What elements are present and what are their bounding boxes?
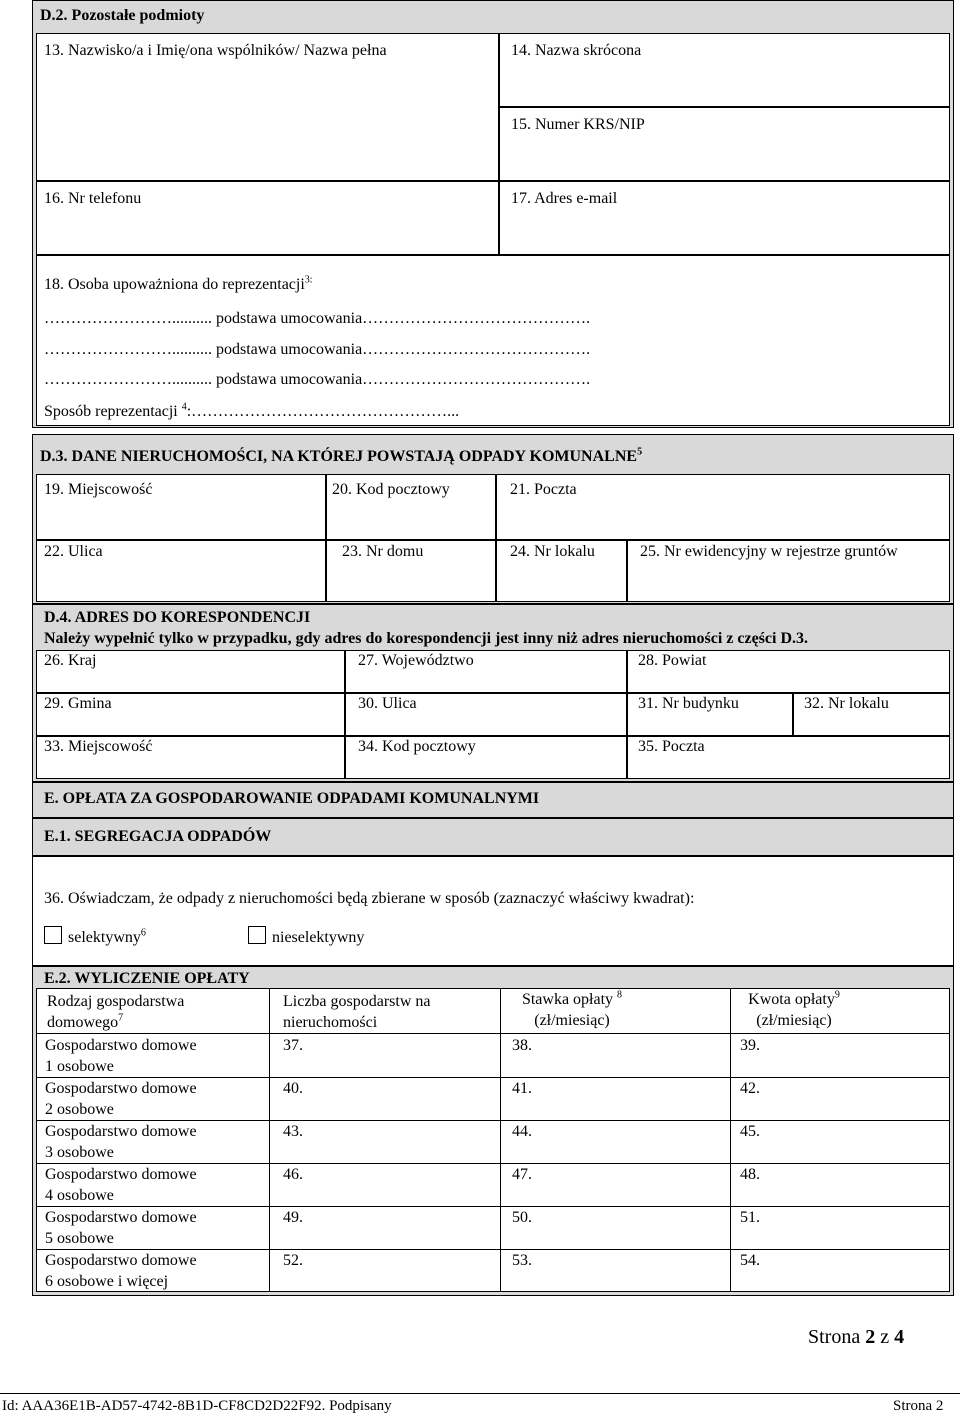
table-row <box>37 1163 949 1206</box>
selective-checkbox[interactable] <box>44 926 62 944</box>
section-e-header: E. OPŁATA ZA GOSPODAROWANIE ODPADAMI KOMUNALNYMI <box>44 790 540 807</box>
field-17-label: 17. Adres e-mail <box>511 190 618 207</box>
row-rate-field[interactable]: 41. <box>512 1080 532 1097</box>
row-rate-field[interactable]: 44. <box>512 1123 532 1140</box>
field-18-label: 18. Osoba upoważniona do reprezentacji$^{3:}$ <box>44 274 313 293</box>
row-count-field[interactable]: 43. <box>283 1123 303 1140</box>
row-rate-field[interactable]: 53. <box>512 1252 532 1269</box>
row-type: Gospodarstwo domowe 1 osobowe <box>45 1037 197 1075</box>
table-row <box>37 1120 949 1163</box>
field-33-label: 33. Miejscowość <box>44 738 153 755</box>
representative-line-2[interactable]: …………………….......... podstawa umocowania……………………………………. <box>44 341 591 358</box>
row-amount-field[interactable]: 48. <box>740 1166 760 1183</box>
representative-line-3[interactable]: …………………….......... podstawa umocowania……………………………………. <box>44 371 591 388</box>
representation-method[interactable]: Sposób reprezentacji $^4$:…………………………………………... <box>44 401 460 420</box>
row-count-field[interactable]: 46. <box>283 1166 303 1183</box>
footer-rule <box>0 1393 960 1394</box>
row-amount-field[interactable]: 42. <box>740 1080 760 1097</box>
field-14-label: 14. Nazwa skrócona <box>511 42 642 59</box>
row-count-field[interactable]: 49. <box>283 1209 303 1226</box>
row-type: Gospodarstwo domowe 4 osobowe <box>45 1166 197 1204</box>
representative-line-1[interactable]: …………………….......... podstawa umocowania……………………………………. <box>44 310 591 327</box>
row-rate-field[interactable]: 50. <box>512 1209 532 1226</box>
row-type: Gospodarstwo domowe 6 osobowe i więcej <box>45 1252 197 1290</box>
field-22-label: 22. Ulica <box>44 543 103 560</box>
row-type: Gospodarstwo domowe 2 osobowe <box>45 1080 197 1118</box>
field-24-label: 24. Nr lokalu <box>510 543 595 560</box>
section-e1-header: E.1. SEGREGACJA ODPADÓW <box>44 828 272 845</box>
field-15-label: 15. Numer KRS/NIP <box>511 116 645 133</box>
table-row <box>37 1249 949 1292</box>
row-type: Gospodarstwo domowe 5 osobowe <box>45 1209 197 1247</box>
fee-table <box>36 988 950 1292</box>
col-header-rate: Stawka opłaty $^8$ (zł/miesiąc) <box>512 989 632 1031</box>
col-header-rate-1: Stawka opłaty $^8$ <box>521 989 623 1008</box>
col-header-household-type-2: domowego$^7$ <box>47 1012 124 1031</box>
row-type: Gospodarstwo domowe 3 osobowe <box>45 1123 197 1161</box>
section-d4-note: Należy wypełnić tylko w przypadku, gdy adres do korespondencji jest inny niż adres nieruchomości z części D.3. <box>44 630 809 647</box>
field-27-label: 27. Województwo <box>358 652 474 669</box>
row-rate-field[interactable]: 38. <box>512 1037 532 1054</box>
field-30-label: 30. Ulica <box>358 695 417 712</box>
section-d3-header: D.3. DANE NIERUCHOMOŚCI, NA KTÓREJ POWSTAJĄ ODPADY KOMUNALNE$^5$ <box>40 446 643 465</box>
field-20-label: 20. Kod pocztowy <box>332 481 450 498</box>
footer-page: Strona 2 <box>893 1398 944 1414</box>
option-selective[interactable]: selektywny$^6$ <box>44 926 146 947</box>
col-header-household-type: Rodzaj gospodarstwa domowego$^7$ <box>47 993 185 1031</box>
field-34-label: 34. Kod pocztowy <box>358 738 476 755</box>
col-header-amount-1: Kwota opłaty$^9$ <box>748 989 840 1008</box>
field-13-label: 13. Nazwisko/a i Imię/ona wspólników/ Nazwa pełna <box>44 42 387 59</box>
section-e2-header: E.2. WYLICZENIE OPŁATY <box>44 970 250 987</box>
col-header-amount: Kwota opłaty$^9$ (zł/miesiąc) <box>739 989 849 1031</box>
field-31-label: 31. Nr budynku <box>638 695 739 712</box>
row-amount-field[interactable]: 39. <box>740 1037 760 1054</box>
footer-document-id: Id: AAA36E1B-AD57-4742-8B1D-CF8CD2D22F92. Podpisany <box>2 1398 392 1414</box>
row-count-field[interactable]: 52. <box>283 1252 303 1269</box>
section-d2-header: D.2. Pozostałe podmioty <box>40 7 205 24</box>
table-row <box>37 1206 949 1249</box>
row-amount-field[interactable]: 45. <box>740 1123 760 1140</box>
option-nonselective[interactable]: nieselektywny <box>248 926 364 947</box>
field-23-label: 23. Nr domu <box>342 543 424 560</box>
table-row <box>37 1077 949 1120</box>
field-36 <box>32 856 954 966</box>
field-26-label: 26. Kraj <box>44 652 97 669</box>
field-36-label: 36. Oświadczam, że odpady z nieruchomości będą zbierane w sposób (zaznaczyć właściwy kwadrat): <box>44 890 695 907</box>
field-19-label: 19. Miejscowość <box>44 481 153 498</box>
field-35-label: 35. Poczta <box>638 738 705 755</box>
field-32-label: 32. Nr lokalu <box>804 695 889 712</box>
field-25-label: 25. Nr ewidencyjny w rejestrze gruntów <box>640 543 898 560</box>
table-row <box>37 1034 949 1077</box>
nonselective-checkbox[interactable] <box>248 926 266 944</box>
field-28-label: 28. Powiat <box>638 652 707 669</box>
field-21-label: 21. Poczta <box>510 481 577 498</box>
row-count-field[interactable]: 37. <box>283 1037 303 1054</box>
row-rate-field[interactable]: 47. <box>512 1166 532 1183</box>
page-number: Strona 2 z 4 <box>808 1326 905 1348</box>
col-header-household-count: Liczba gospodarstw na nieruchomości <box>283 993 431 1031</box>
row-amount-field[interactable]: 54. <box>740 1252 760 1269</box>
row-amount-field[interactable]: 51. <box>740 1209 760 1226</box>
field-16-label: 16. Nr telefonu <box>44 190 142 207</box>
field-29-label: 29. Gmina <box>44 695 112 712</box>
row-count-field[interactable]: 40. <box>283 1080 303 1097</box>
section-d4-header: D.4. ADRES DO KORESPONDENCJI <box>44 609 311 626</box>
